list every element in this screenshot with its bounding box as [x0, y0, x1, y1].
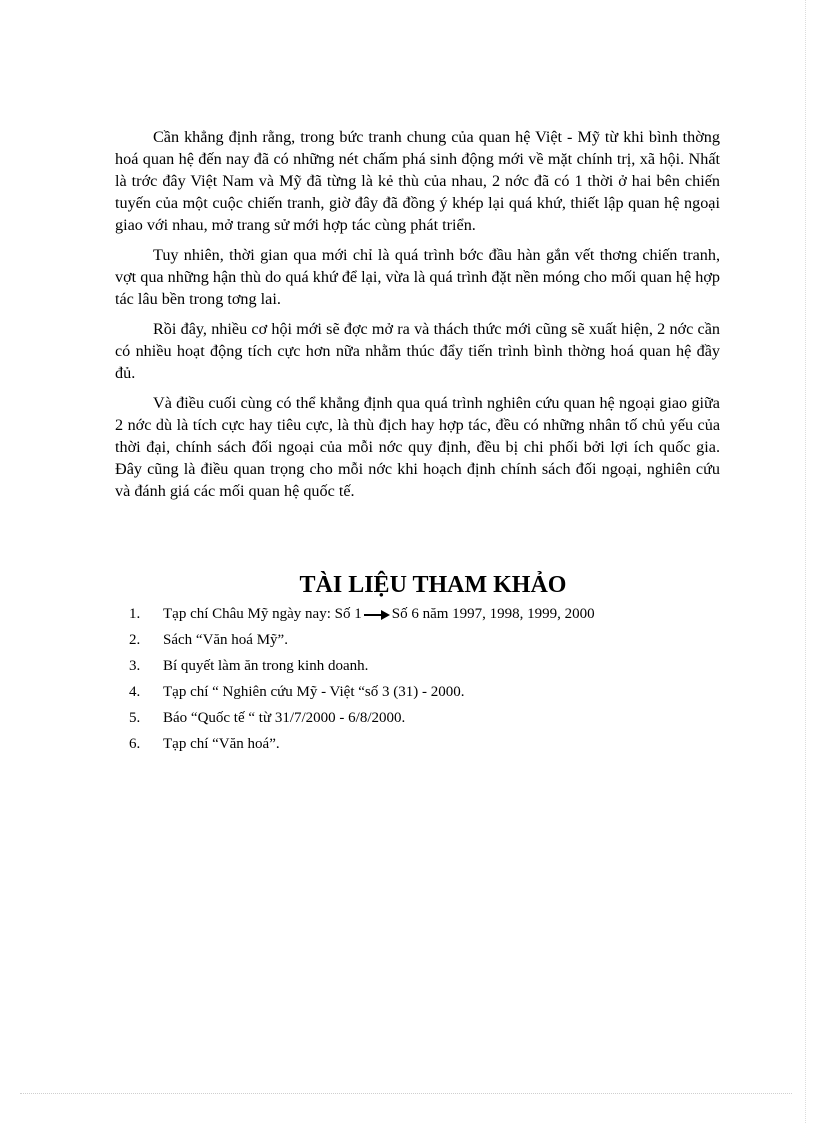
reference-item-1 — [129, 601, 595, 627]
reference-text: Tạp chí “Văn hoá”. — [163, 736, 280, 752]
reference-number: 1. — [129, 606, 141, 622]
references-title: TÀI LIỆU THAM KHẢO — [299, 572, 567, 598]
reference-number: 4. — [129, 684, 141, 700]
reference-text: Tạp chí “ Nghiên cứu Mỹ - Việt “số 3 (31) - 2000. — [163, 684, 465, 700]
reference-item-4 — [129, 679, 595, 705]
reference-number: 5. — [129, 710, 141, 726]
page-side-divider — [805, 0, 806, 1123]
reference-number: 6. — [129, 736, 141, 752]
reference-text-end: Số 6 năm 1997, 1998, 1999, 2000 — [391, 606, 595, 622]
reference-item-2 — [129, 627, 595, 653]
paragraph-2: Tuy nhiên, thời gian qua mới chỉ là quá trình bớc đầu hàn gắn vết thơng chiến tranh, vợt qua những hận thù do quá khứ để lại, vừa là quá trình đặt nền móng cho mối quan hệ hợp tác lâu bền trong tơng lai. — [115, 246, 720, 308]
reference-text: Sách “Văn hoá Mỹ”. — [163, 632, 288, 648]
page-bottom-divider — [20, 1093, 792, 1094]
reference-number: 2. — [129, 632, 141, 648]
paragraph-4: Và điều cuối cùng có thể khẳng định qua quá trình nghiên cứu quan hệ ngoại giao giữa 2 nớc dù là tích cực hay tiêu cực, là thù địch hay hợp tác, đều có những nhân tố chủ yếu của thời đại, chính sách đối ngoại của mỗi nớc quy định, đều bị chi phối bởi lợi ích quốc gia. Đây cũng là điều quan trọng cho mỗi nớc khi hoạch định chính sách đối ngoại, nghiên cứu và đánh giá các mối quan hệ quốc tế. — [115, 394, 720, 500]
reference-text-start: Tạp chí Châu Mỹ ngày nay: Số 1 — [163, 606, 362, 622]
paragraph-1: Cần khẳng định rằng, trong bức tranh chung của quan hệ Việt - Mỹ từ khi bình thờng hoá quan hệ đến nay đã có những nét chấm phá sinh động mới về mặt chính trị, xã hội. Nhất là trớc đây Việt Nam và Mỹ đã từng là kẻ thù của nhau, 2 nớc đã có 1 thời ở hai bên chiến tuyến của một cuộc chiến tranh, giờ đây đã đồng ý khép lại quá khứ, thiết lập quan hệ ngoại giao với nhau, mở trang sử mới hợp tác cùng phát triển. — [115, 128, 720, 234]
reference-item-3 — [129, 653, 595, 679]
document-body — [115, 126, 720, 752]
reference-text: Bí quyết làm ăn trong kinh doanh. — [163, 658, 369, 674]
reference-text — [163, 601, 595, 627]
references-list — [129, 601, 595, 757]
reference-number: 3. — [129, 658, 141, 674]
paragraph-3: Rồi đây, nhiều cơ hội mới sẽ đợc mở ra và thách thức mới cũng sẽ xuất hiện, 2 nớc cần có nhiều hoạt động tích cực hơn nữa nhằm thúc đẩy tiến trình bình thờng hoá quan hệ đầy đủ. — [115, 320, 720, 382]
reference-item-6 — [129, 731, 595, 757]
reference-text: Báo “Quốc tế “ từ 31/7/2000 - 6/8/2000. — [163, 710, 406, 726]
reference-item-5 — [129, 705, 595, 731]
right-arrow-icon — [364, 610, 390, 620]
